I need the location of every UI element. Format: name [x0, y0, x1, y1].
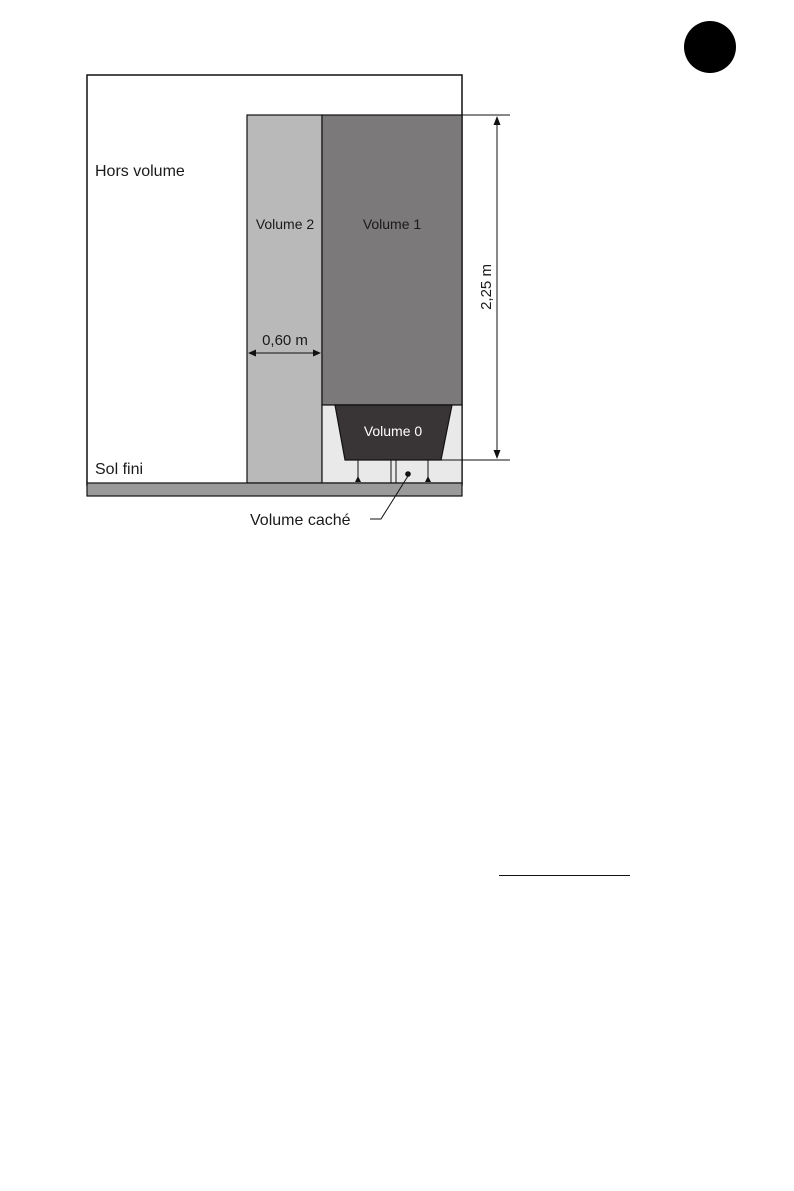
hidden-volume-dot [405, 471, 411, 477]
volume-2-label: Volume 2 [255, 216, 315, 232]
height-arrow-top [494, 116, 501, 125]
width-dimension-label: 0,60 m [262, 332, 308, 349]
volume-1-zone [322, 115, 462, 405]
height-dimension-label: 2,25 m [478, 264, 495, 310]
volume-1-label: Volume 1 [362, 216, 422, 232]
hidden-volume-label: Volume caché [250, 512, 351, 529]
height-arrow-bottom [494, 450, 501, 459]
volume-0-label: Volume 0 [363, 423, 423, 439]
volume-2-zone [247, 115, 322, 483]
floor-label: Sol fini [95, 461, 144, 478]
page-rule-line [499, 875, 630, 876]
page-marker-dot [684, 21, 736, 73]
floor-slab [87, 483, 462, 496]
hors-volume-label: Hors volume [95, 163, 185, 180]
